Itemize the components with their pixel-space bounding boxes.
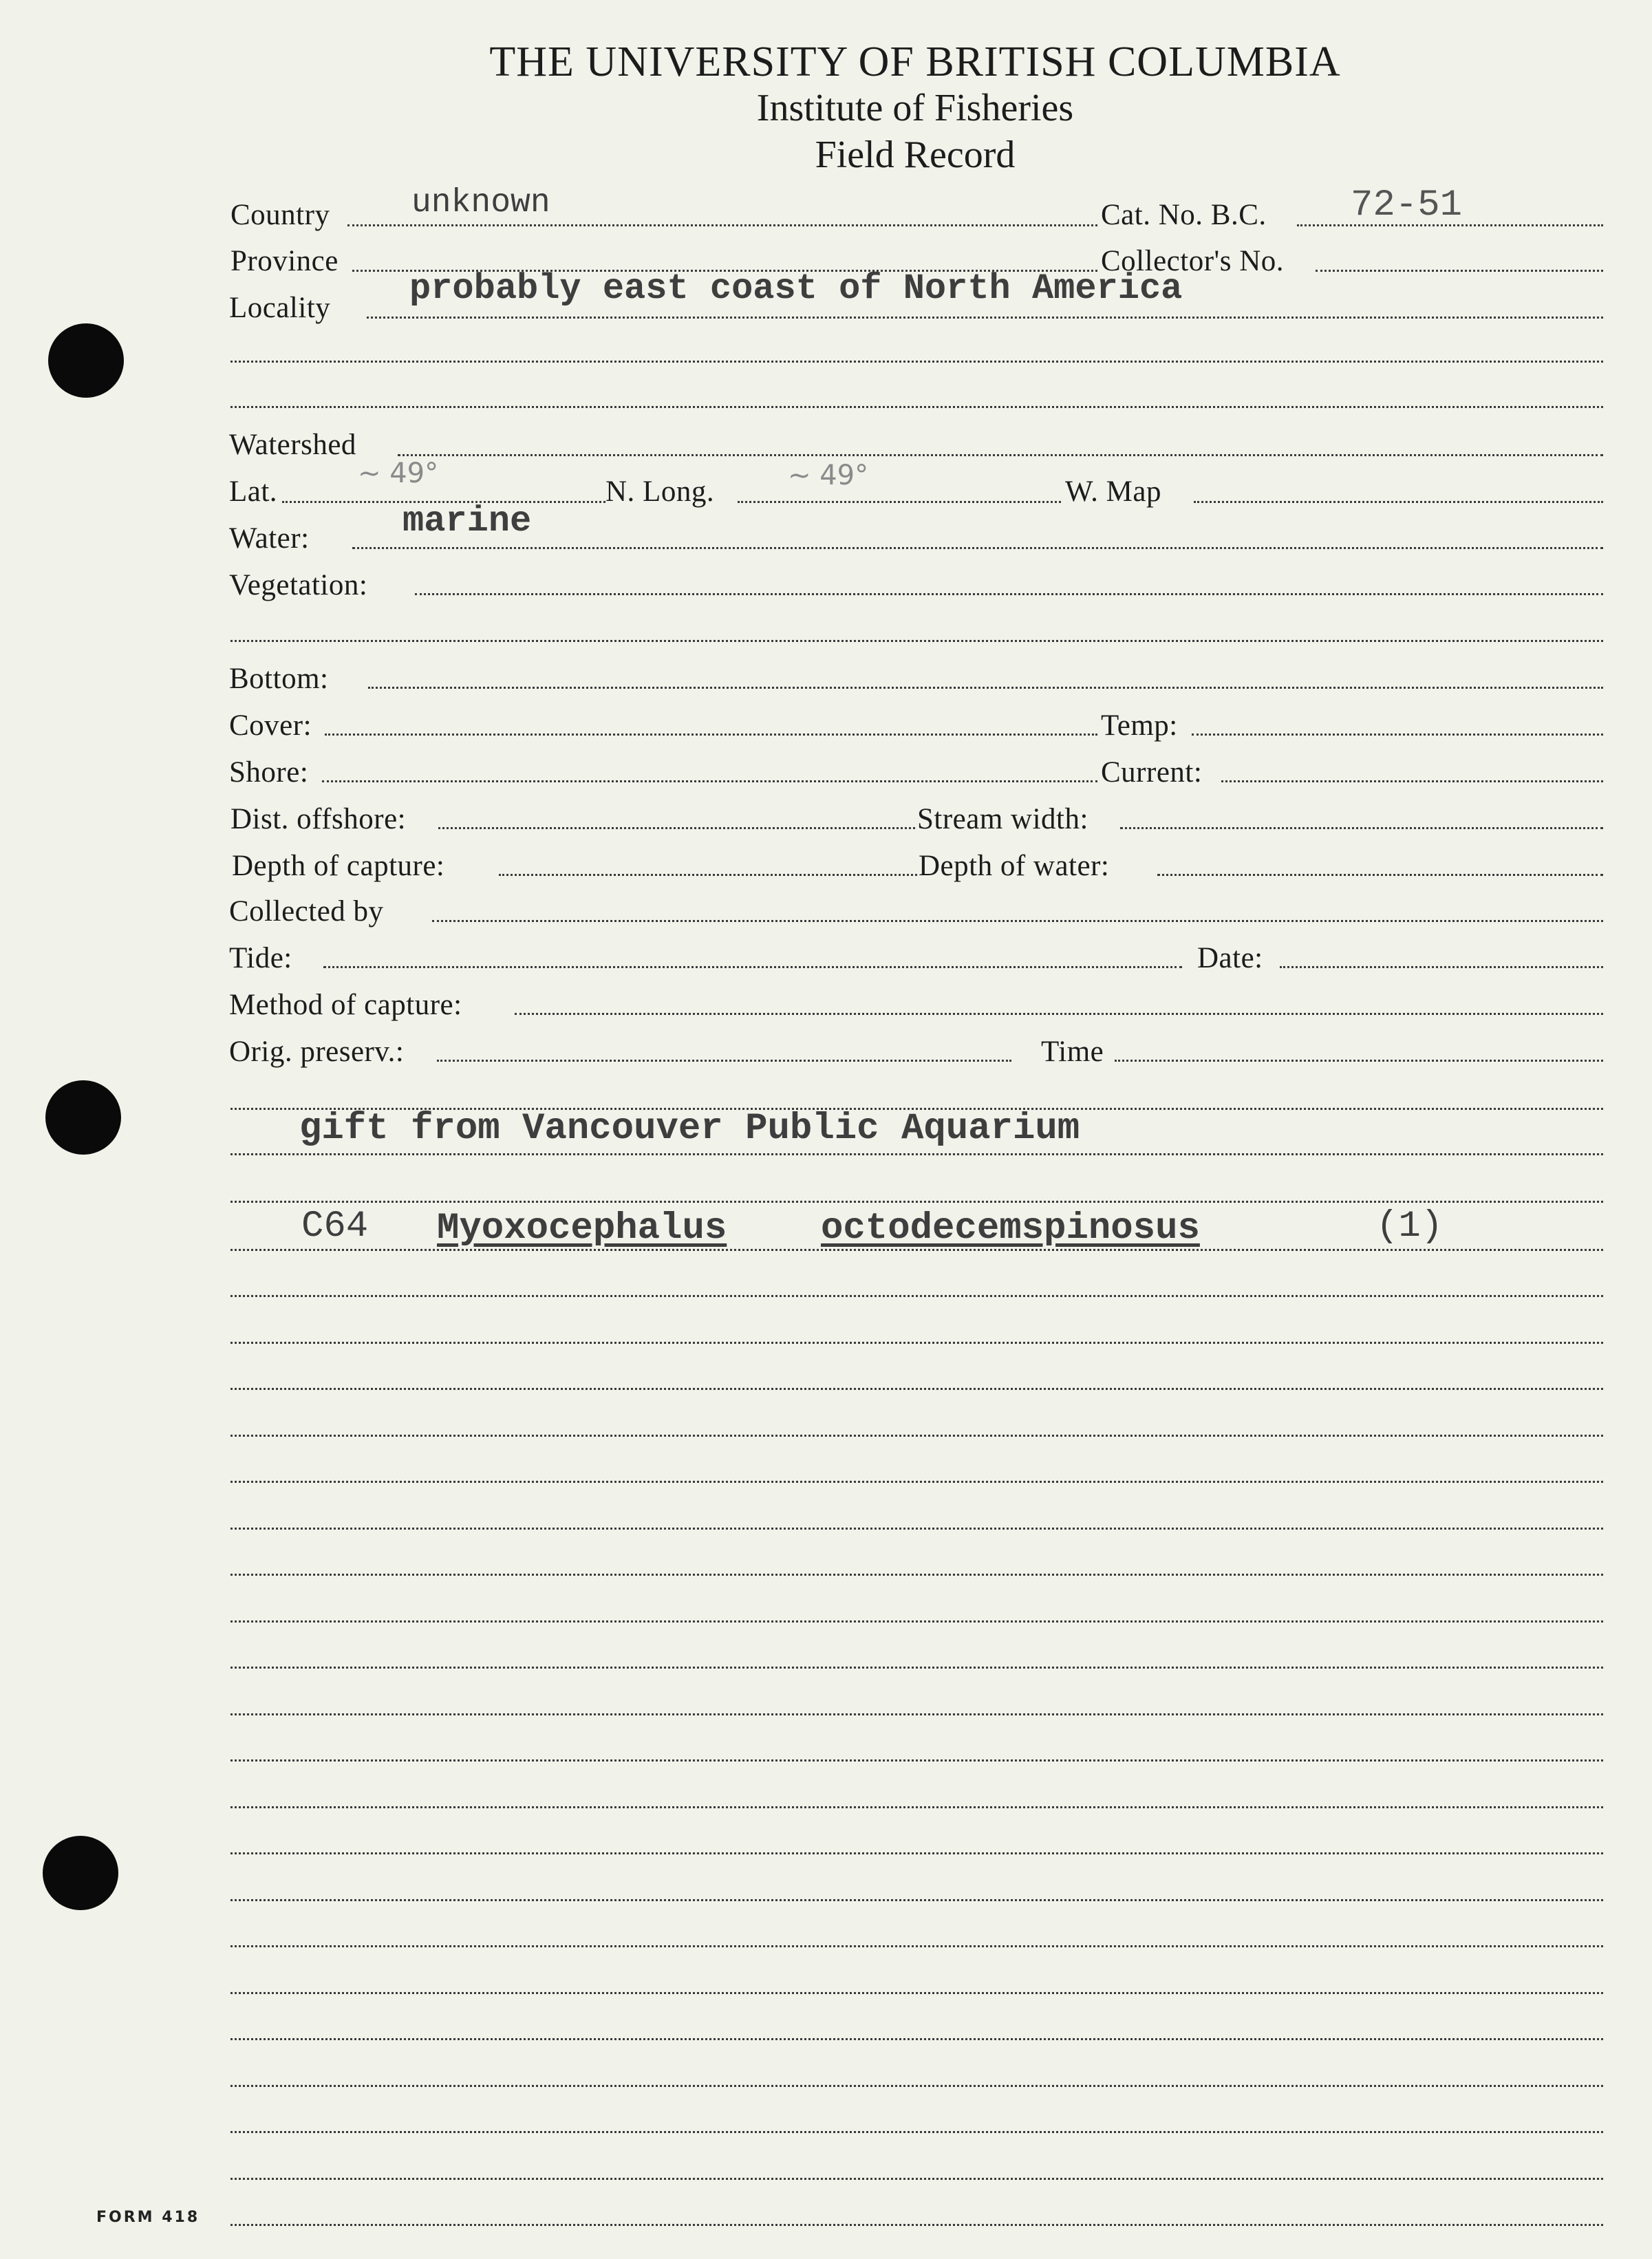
w-map-label: W. Map (1065, 475, 1161, 508)
specimen-genus: Myoxocephalus (437, 1208, 727, 1250)
department-title: Institute of Fisheries (756, 87, 1074, 129)
notes-line (230, 1481, 1603, 1483)
notes-line (230, 1945, 1603, 1947)
water-label: Water: (229, 522, 310, 555)
collected-by-label: Collected by (229, 895, 384, 928)
stream-width-label: Stream width: (917, 803, 1088, 835)
notes-line (230, 1759, 1603, 1762)
binder-hole-top (48, 323, 124, 398)
watershed-field-line (398, 454, 1603, 456)
tide-field-line (323, 966, 1182, 968)
blank-line (230, 640, 1603, 642)
locality-field-line (367, 317, 1603, 319)
institution-title: THE UNIVERSITY OF BRITISH COLUMBIA (489, 39, 1341, 85)
tide-label: Tide: (229, 942, 292, 974)
form-number: FORM 418 (96, 2209, 200, 2226)
locality-label: Locality (229, 292, 331, 324)
cover-label: Cover: (229, 709, 312, 742)
time-label: Time (1041, 1036, 1104, 1068)
specimen-count: (1) (1376, 1206, 1444, 1248)
cover-field-line (325, 734, 1097, 736)
vegetation-label: Vegetation: (229, 569, 368, 601)
depth-of-water-field-line (1157, 874, 1603, 876)
notes-line (230, 1620, 1603, 1623)
record-type-title: Field Record (815, 133, 1016, 176)
orig-preserv-label: Orig. preserv.: (229, 1036, 405, 1068)
water-field-line (352, 547, 1603, 549)
country-label: Country (230, 199, 330, 231)
notes-line (230, 2085, 1603, 2087)
province-label: Province (230, 245, 339, 277)
collectors-no-field-line (1316, 270, 1603, 272)
notes-line (230, 2131, 1603, 2133)
specimen-species: octodecemspinosus (821, 1208, 1200, 1250)
notes-line (230, 1852, 1603, 1854)
current-label: Current: (1101, 756, 1203, 789)
map-field-line (1194, 501, 1603, 503)
depth-of-capture-label: Depth of capture: (232, 850, 445, 882)
long-field-line (738, 501, 1061, 503)
date-label: Date: (1197, 942, 1263, 974)
specimen-code: C64 (301, 1206, 369, 1248)
date-field-line (1280, 966, 1603, 968)
shore-label: Shore: (229, 756, 309, 789)
notes-line (230, 1435, 1603, 1437)
notes-line (230, 1201, 1603, 1203)
notes-line (230, 1992, 1603, 1994)
country-field-line (347, 224, 1097, 226)
binder-hole-middle (45, 1080, 121, 1155)
notes-line (230, 1528, 1603, 1530)
long-value: ~ 49° (788, 460, 869, 491)
notes-line (230, 1806, 1603, 1808)
notes-line (230, 1667, 1603, 1669)
notes-line (230, 1899, 1603, 1901)
notes-line (230, 2224, 1603, 2226)
cat-no-value: 72-51 (1351, 184, 1463, 226)
lat-label: Lat. (229, 475, 278, 508)
binder-hole-bottom (43, 1836, 118, 1910)
vegetation-field-line (415, 593, 1603, 595)
watershed-label: Watershed (229, 429, 356, 461)
lat-value: ~ 49° (358, 458, 439, 489)
stream-width-field-line (1120, 827, 1603, 829)
locality-value: probably east coast of North America (409, 268, 1183, 309)
shore-field-line (322, 780, 1097, 782)
notes-line (230, 1342, 1603, 1344)
orig-preserv-field-line (437, 1060, 1011, 1062)
collectors-no-label: Collector's No. (1101, 245, 1285, 277)
depth-of-capture-field-line (499, 874, 917, 876)
dist-offshore-label: Dist. offshore: (230, 803, 407, 835)
depth-of-water-label: Depth of water: (919, 850, 1110, 882)
cat-no-label: Cat. No. B.C. (1101, 199, 1267, 231)
dist-offshore-field-line (438, 827, 915, 829)
notes-line (230, 1388, 1603, 1390)
current-field-line (1221, 780, 1603, 782)
gift-note: gift from Vancouver Public Aquarium (299, 1108, 1080, 1150)
blank-line (230, 361, 1603, 363)
notes-line (230, 2038, 1603, 2040)
temp-field-line (1192, 734, 1603, 736)
bottom-label: Bottom: (229, 663, 329, 695)
bottom-field-line (368, 687, 1603, 689)
notes-line (230, 1153, 1603, 1155)
notes-line (230, 1574, 1603, 1576)
notes-line (230, 1249, 1603, 1251)
notes-line (230, 1713, 1603, 1715)
method-of-capture-label: Method of capture: (229, 989, 462, 1021)
blank-line (230, 406, 1603, 408)
water-value: marine (403, 501, 532, 542)
country-value: unknown (411, 184, 550, 222)
notes-line (230, 1295, 1603, 1297)
notes-line (230, 2178, 1603, 2180)
method-of-capture-field-line (515, 1013, 1603, 1015)
time-field-line (1115, 1060, 1603, 1062)
n-long-label: N. Long. (605, 475, 715, 508)
collected-by-field-line (432, 920, 1603, 922)
temp-label: Temp: (1101, 709, 1178, 742)
